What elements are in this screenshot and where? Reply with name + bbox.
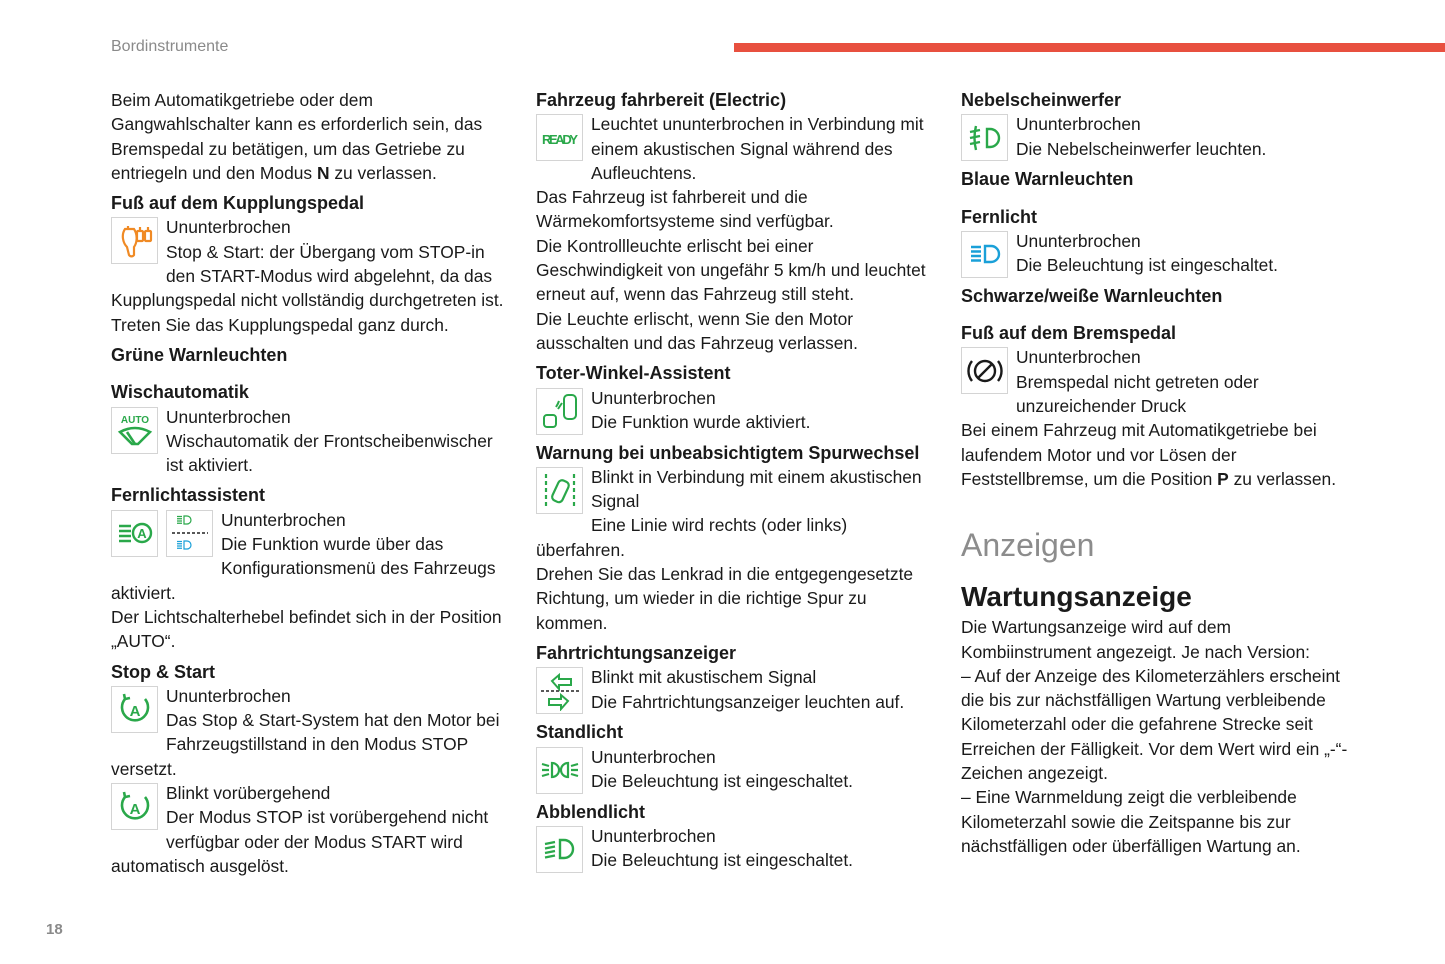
paragraph: [111, 88, 511, 185]
warning-light-entry: [536, 824, 936, 873]
section-heading: Fuß auf dem Bremspedal: [961, 323, 1177, 344]
entry-text: Stop & Start: der Übergang vom STOP-in den START-Modus wird abgelehnt, da das Kupplungspedal nicht vollständig durchgetreten ist.: [111, 241, 504, 311]
stop-start-icon: [111, 686, 158, 733]
entry-text: Die Funktion wurde aktiviert.: [591, 411, 811, 432]
paragraph: [961, 664, 1356, 785]
text-run: – Auf der Anzeige des Kilometerzählers erscheint die bis zur nächstfälligen Wartung verbleibende Kilometerzahl oder die gefahrene Strecke seit Erreichen der Fälligkeit. Vor dem Wert wird ein „-“-Zeichen angezeigt.: [961, 665, 1348, 784]
auto-wiper-icon: [111, 407, 158, 454]
section-heading: Fuß auf dem Kupplungspedal: [111, 193, 364, 214]
entry-text: Wischautomatik der Frontscheibenwischer ist aktiviert.: [166, 430, 493, 476]
entry-text: Die Beleuchtung ist eingeschaltet.: [591, 770, 853, 791]
entry-text: Ununterbrochen: [1016, 230, 1141, 251]
entry-text: Ununterbrochen: [166, 685, 291, 706]
entry-text: Die Nebelscheinwerfer leuchten.: [1016, 138, 1267, 159]
clutch-pedal-icon: [111, 217, 158, 264]
turn-signal-icon-graphic: [540, 671, 580, 711]
svg-text:A: A: [129, 800, 140, 818]
blind-spot-icon: [536, 388, 583, 435]
fog-light-icon: [961, 114, 1008, 161]
entry-text: Die Leuchte erlischt, wenn Sie den Motor ausschalten und das Fahrzeug verlassen.: [536, 308, 858, 353]
text-run: zu verlassen.: [329, 162, 437, 183]
entry-text: Treten Sie das Kupplungspedal ganz durch.: [111, 314, 449, 335]
page-title: Wartungsanzeige: [961, 581, 1192, 613]
entry-text: Das Fahrzeug ist fahrbereit und die Wärmekomfortsysteme sind verfügbar.: [536, 187, 834, 232]
entry-text: Das Stop & Start-System hat den Motor bei Fahrzeugstillstand in den Modus STOP versetzt.: [111, 710, 500, 779]
section-heading: Nebelscheinwerfer: [961, 90, 1122, 110]
section-heading: Fernlicht: [961, 206, 1038, 227]
high-beam-icon: [961, 231, 1008, 278]
paragraph: [961, 785, 1356, 858]
entry-text: Ununterbrochen: [166, 406, 291, 427]
high-beam-switch-icon-graphic: [170, 513, 210, 553]
warning-light-entry: [536, 386, 936, 435]
warning-light-entry: [536, 465, 936, 635]
brake-pedal-icon-graphic: [965, 351, 1005, 391]
text-run: Bei einem Fahrzeug mit Automatikgetriebe bei laufendem Motor und vor Lösen der Feststellbremse, um die Position: [961, 420, 1317, 489]
entry-text: Die Beleuchtung ist eingeschaltet.: [1016, 255, 1278, 276]
warning-light-entry: [961, 345, 1356, 491]
side-light-icon-graphic: [540, 750, 580, 790]
turn-signal-icon: [536, 667, 583, 714]
page-number: 18: [46, 921, 63, 938]
entry-text: Ununterbrochen: [221, 509, 346, 530]
svg-text:A: A: [136, 526, 147, 542]
entry-text: Blinkt mit akustischem Signal: [591, 667, 817, 688]
auto-wiper-icon-graphic: [115, 410, 155, 450]
column-2: [536, 88, 936, 873]
column-1: [111, 88, 511, 878]
low-beam-icon-graphic: [540, 829, 580, 869]
lane-departure-icon-graphic: [540, 470, 580, 510]
auto-high-beam-icon-graphic: [115, 513, 155, 553]
ready-icon-graphic: [540, 118, 580, 158]
paragraph: [961, 615, 1356, 664]
svg-text:AUTO: AUTO: [120, 415, 149, 427]
entry-text: Der Lichtschalterhebel befindet sich in der Position „AUTO“.: [111, 606, 502, 652]
high-beam-icon-graphic: [965, 234, 1005, 274]
bold-term: P: [1217, 468, 1229, 489]
header-accent-bar: [734, 43, 1445, 52]
warning-light-entry: [111, 781, 511, 878]
auto-high-beam-icon: [111, 510, 158, 557]
chapter-title: Anzeigen: [961, 527, 1095, 564]
bold-term: N: [316, 162, 330, 183]
entry-text: Blinkt vorübergehend: [166, 783, 331, 804]
entry-text: Ununterbrochen: [591, 825, 716, 846]
entry-text: Eine Linie wird rechts (oder links) überfahren.: [536, 515, 848, 560]
entry-text: Blinkt in Verbindung mit einem akustischen Signal: [591, 466, 922, 512]
low-beam-icon: [536, 826, 583, 873]
entry-text: Ununterbrochen: [591, 387, 716, 408]
brake-pedal-icon: [961, 347, 1008, 394]
warning-light-entry: [536, 665, 936, 714]
ready-icon: [536, 114, 583, 161]
entry-text: [961, 418, 1356, 491]
text-run: zu verlassen.: [1228, 468, 1337, 489]
section-heading: Fernlichtassistent: [111, 485, 266, 506]
category-heading: Schwarze/weiße Warnleuchten: [961, 285, 1223, 306]
svg-text:READY: READY: [541, 131, 578, 147]
category-heading: Blaue Warnleuchten: [961, 169, 1134, 190]
warning-light-entry: [961, 229, 1356, 278]
entry-text: Der Modus STOP ist vorübergehend nicht verfügbar oder der Modus START wird automatisch ausgelöst.: [111, 807, 489, 876]
stop-start-icon-graphic: [115, 787, 155, 827]
entry-text: Ununterbrochen: [1016, 347, 1141, 368]
entry-text: Drehen Sie das Lenkrad in die entgegengesetzte Richtung, um wieder in die richtige Spur zu kommen.: [536, 564, 914, 633]
section-heading: Fahrzeug fahrbereit (Electric): [536, 90, 787, 110]
warning-light-entry: [536, 112, 936, 355]
warning-light-entry: [536, 745, 936, 794]
text-run: Beim Automatikgetriebe oder dem Gangwahlschalter kann es erforderlich sein, das Bremspedal zu betätigen, um das Getriebe zu entriegeln und den Modus: [111, 90, 483, 183]
section-heading: Toter-Winkel-Assistent: [536, 363, 731, 384]
side-light-icon: [536, 747, 583, 794]
text-run: – Eine Warnmeldung zeigt die verbleibende Kilometerzahl sowie die Zeitspanne bis zur nächstfälligen oder überfälligen Wartung an.: [961, 787, 1301, 856]
section-heading: Fahrtrichtungsanzeiger: [536, 642, 737, 663]
high-beam-switch-icon: [166, 510, 213, 557]
entry-text: Ununterbrochen: [591, 746, 716, 767]
section-heading: Stop & Start: [111, 661, 216, 682]
column-3: [961, 88, 1356, 858]
text-run: Die Wartungsanzeige wird auf dem Kombiinstrument angezeigt. Je nach Version:: [961, 617, 1310, 662]
warning-light-entry: [111, 215, 511, 336]
warning-light-entry: [111, 405, 511, 478]
entry-text: Bremspedal nicht getreten oder unzureichender Druck: [1016, 371, 1259, 417]
category-heading: Grüne Warnleuchten: [111, 344, 288, 365]
fog-light-icon-graphic: [965, 118, 1005, 158]
entry-text: Die Fahrtrichtungsanzeiger leuchten auf.: [591, 691, 905, 712]
entry-text: Ununterbrochen: [166, 217, 291, 238]
stop-start-icon: [111, 783, 158, 830]
lane-departure-icon: [536, 467, 583, 514]
entry-text: Die Beleuchtung ist eingeschaltet.: [591, 850, 853, 871]
blind-spot-icon-graphic: [540, 391, 580, 431]
entry-text: Die Kontrollleuchte erlischt bei einer Geschwindigkeit von ungefähr 5 km/h und leuchtet erneut auf, wenn das Fahrzeug still steht.: [536, 235, 926, 305]
svg-text:A: A: [129, 703, 140, 721]
clutch-pedal-icon-graphic: [115, 221, 155, 261]
section-heading: Standlicht: [536, 722, 624, 743]
entry-text: Leuchtet ununterbrochen in Verbindung mit einem akustischen Signal während des Aufleuchtens.: [591, 114, 924, 183]
warning-light-entry: [961, 112, 1356, 161]
warning-light-entry: [111, 508, 511, 654]
section-heading: Wischautomatik: [111, 382, 249, 403]
section-heading: Abblendlicht: [536, 801, 645, 822]
entry-text: Die Funktion wurde über das Konfigurationsmenü des Fahrzeugs aktiviert.: [111, 534, 496, 603]
running-header: Bordinstrumente: [111, 38, 229, 55]
warning-light-entry: [111, 684, 511, 781]
stop-start-icon-graphic: [115, 689, 155, 729]
section-heading: Warnung bei unbeabsichtigtem Spurwechsel: [536, 442, 920, 463]
entry-text: Ununterbrochen: [1016, 114, 1141, 135]
